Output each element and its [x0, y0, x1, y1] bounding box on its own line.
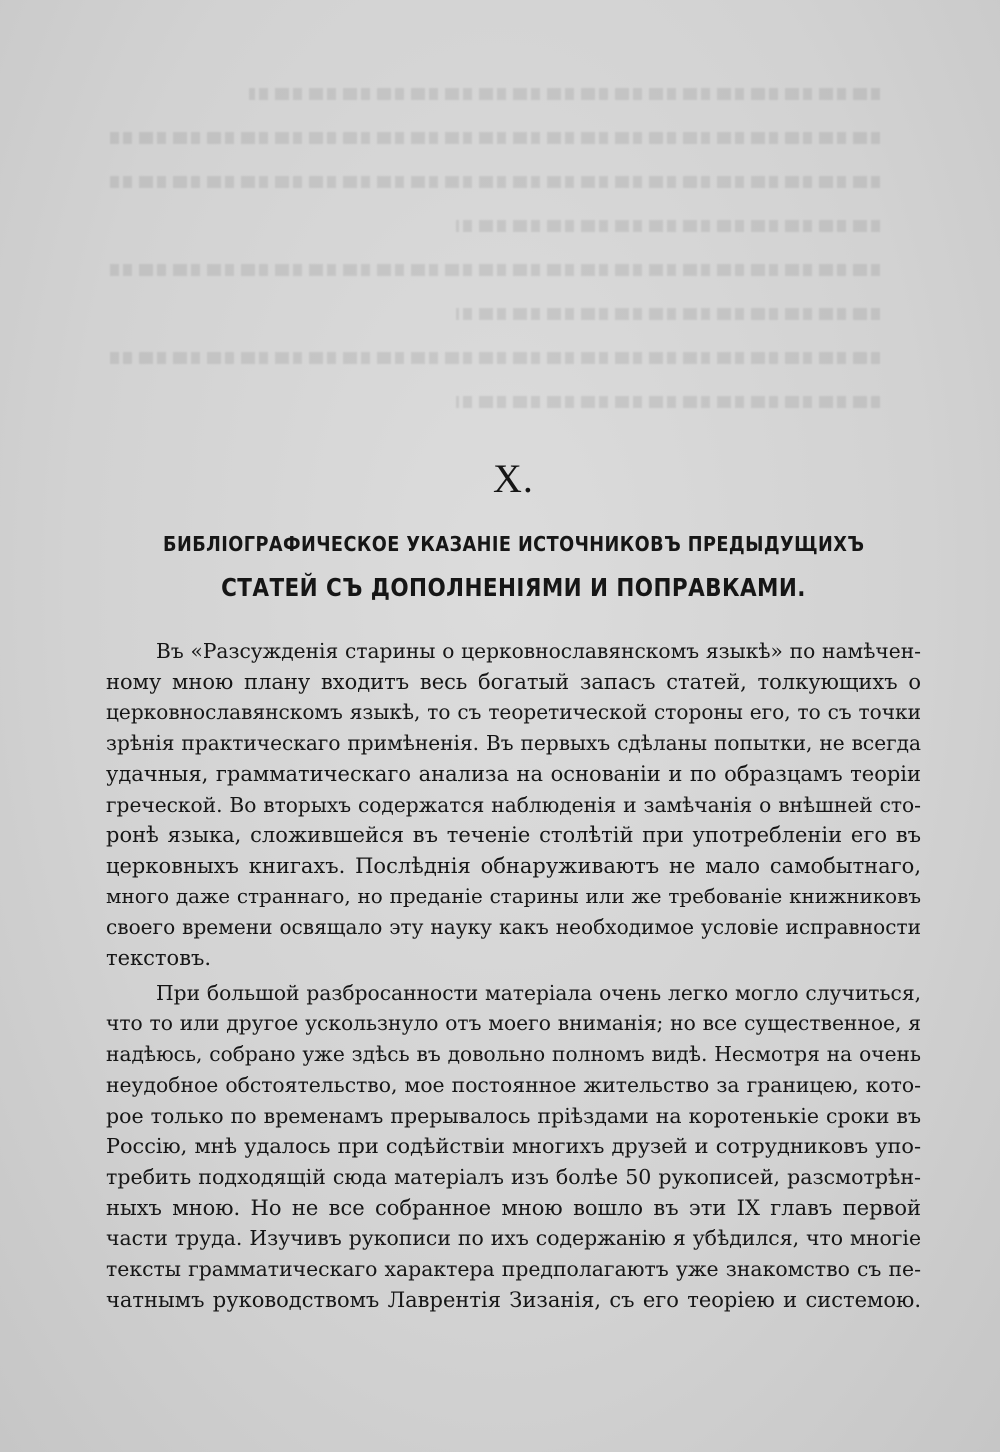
chapter-title-line: СТАТЕЙ СЪ ДОПОЛНЕНІЯМИ И ПОПРАВКАМИ. — [221, 573, 806, 602]
text-line: церковныхъ книгахъ. Послѣднія обнаруживаютъ не мало самобытнаго, — [106, 853, 921, 878]
text-line: рое только по временамъ прерывалось пріѣздами на коротенькіе сроки въ — [106, 1103, 921, 1128]
text-line: много даже страннаго, но преданіе старины или же требованіе книжниковъ — [106, 884, 921, 908]
text-line: текстовъ. — [106, 946, 212, 971]
text-line: церковнославянскомъ языкѣ, то съ теоретической стороны его, то съ точки — [106, 700, 921, 725]
text-line: ному мною плану входитъ весь богатый запасъ статей, толкующихъ о — [106, 669, 921, 694]
chapter-title — [163, 522, 864, 610]
text-line: греческой. Во вторыхъ содержатся наблюденія и замѣчанія о внѣшней сто- — [106, 792, 921, 817]
text-line: ныхъ мною. Но не все собранное мною вошло въ эти IX главъ первой — [106, 1195, 921, 1220]
text-line: требить подходящій сюда матеріалъ изъ болѣе 50 рукописей, разсмотрѣн- — [106, 1164, 921, 1189]
text-line: Россію, мнѣ удалось при содѣйствіи многихъ друзей и сотрудниковъ упо- — [106, 1134, 921, 1159]
text-line: Въ «Разсужденія старины о церковнославянскомъ языкѣ» по намѣчен- — [156, 639, 921, 663]
paragraph — [106, 978, 921, 1316]
paragraph — [106, 636, 921, 974]
body-text — [106, 636, 921, 1315]
text-line: что то или другое ускользнуло отъ моего вниманія; но все существенное, я — [106, 1011, 921, 1036]
text-line: зрѣнія практическаго примѣненія. Въ первыхъ сдѣланы попытки, не всегда — [106, 731, 921, 756]
text-line: При большой разбросанности матеріала очень легко могло случиться, — [156, 980, 921, 1005]
text-line: части труда. Изучивъ рукописи по ихъ содержанію я убѣдился, что многіе — [106, 1226, 921, 1251]
bleed-through-texture — [110, 88, 880, 418]
text-line: неудобное обстоятельство, мое постоянное жительство за границею, кото- — [106, 1072, 921, 1097]
text-line: своего времени освящало эту науку какъ необходимое условіе исправности — [106, 915, 921, 940]
chapter-number: X. — [493, 456, 534, 501]
chapter-title-line: БИБЛІОГРАФИЧЕСКОЕ УКАЗАНІЕ ИСТОЧНИКОВЪ ПРЕДЫДУЩИХЪ — [163, 532, 865, 556]
text-line: тексты грамматическаго характера предполагаютъ уже знакомство съ пе- — [106, 1257, 921, 1282]
page-content — [106, 455, 921, 1319]
text-line: ронѣ языка, сложившейся въ теченіе столѣтій при употребленіи его въ — [106, 823, 921, 848]
text-line: надѣюсь, собрано уже здѣсь въ довольно полномъ видѣ. Несмотря на очень — [106, 1042, 921, 1067]
text-line: удачныя, грамматическаго анализа на основаніи и по образцамъ теоріи — [106, 761, 921, 786]
text-line: чатнымъ руководствомъ Лаврентія Зизанія, съ его теоріею и системою. — [106, 1287, 921, 1312]
